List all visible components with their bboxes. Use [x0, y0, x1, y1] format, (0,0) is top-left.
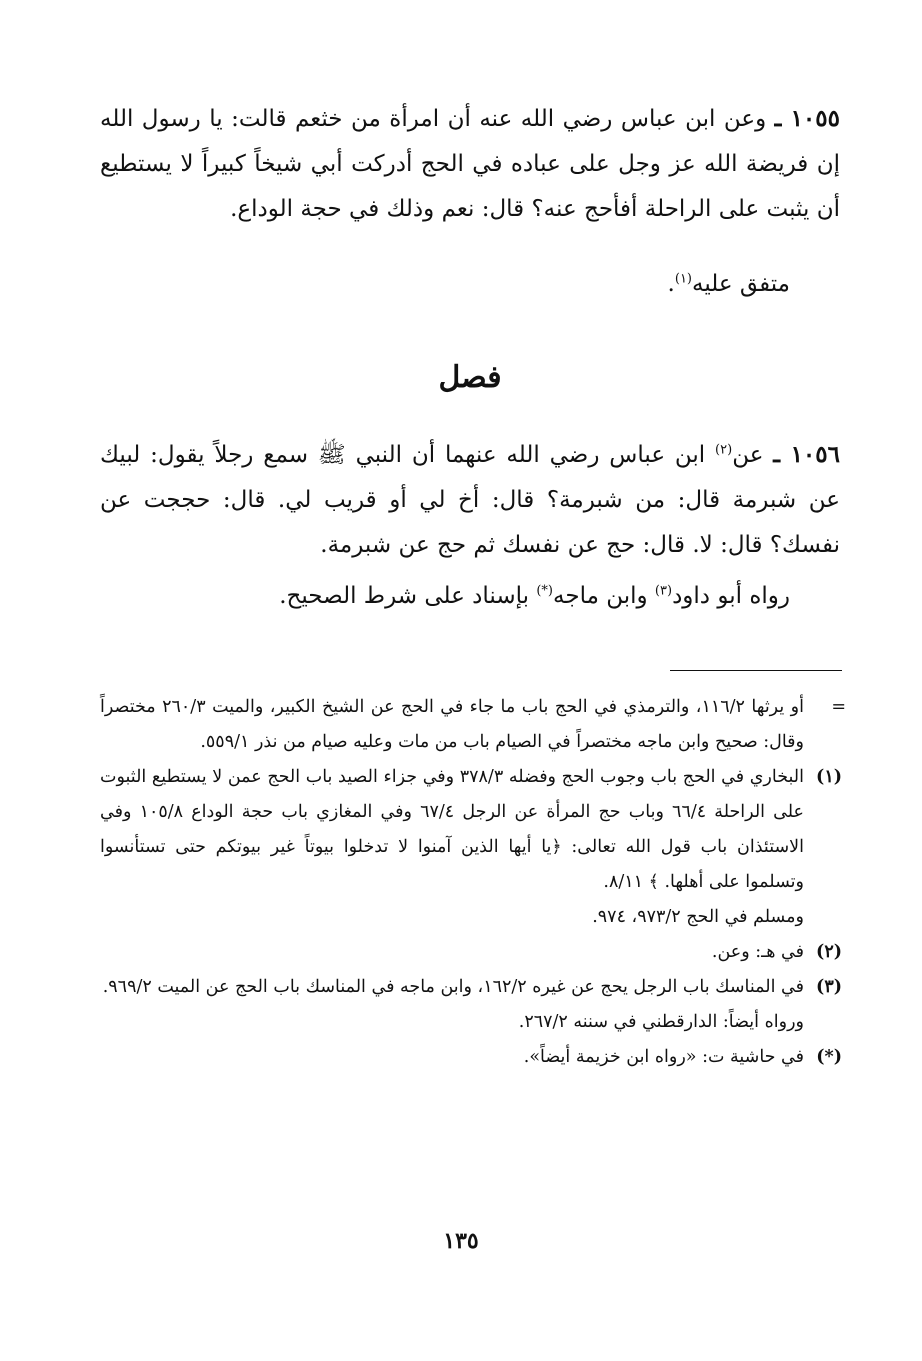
footnote-separator: [670, 670, 842, 671]
page-number: ١٣٥: [443, 1228, 479, 1254]
footnote-continuation: [100, 690, 846, 760]
attribution-text: متفق عليه: [692, 271, 790, 297]
footnote-text: البخاري في الحج باب وجوب الحج وفضله ٣٧٨/٣ وفي جزاء الصيد باب الحج عمن لا يستطيع الثبوت على الراحلة ٦٦/٤ وباب حج المرأة عن الرجل ٦٧/٤ وفي المغازي باب حجة الوداع ١٠٥/٨ وفي الاستئذان باب قول الله تعالى: ﴿يا أيها الذين آمنوا لا تدخلوا بيوتاً غير بيوتكم حتى تستأنسوا وتسلموا على أهلها. ﴾ ٨/١١.: [100, 767, 804, 892]
footnote-star: [100, 1040, 842, 1075]
footnote-2: [100, 935, 842, 970]
footnote-ref[interactable]: (*): [536, 583, 554, 599]
hadith-1055-attribution: [100, 262, 840, 307]
hadith-1056-attribution: [100, 574, 840, 619]
hadith-1055: [100, 96, 840, 307]
footnote-ref[interactable]: (٢): [715, 442, 733, 458]
footnote-text: في المناسك باب الرجل يحج عن غيره ١٦٢/٢، وابن ماجه في المناسك باب الحج عن الميت ٩٦٩/٢.: [102, 977, 804, 997]
attribution-end: .: [667, 271, 675, 297]
hadith-lead: عن: [732, 442, 764, 468]
footnote-mark: (*): [816, 1047, 842, 1067]
attribution-part: وابن ماجه: [553, 583, 655, 609]
section-title: فصل: [438, 360, 502, 395]
footnote-mark: (٢): [816, 942, 842, 962]
footnote-text: في هـ: وعن.: [711, 942, 804, 962]
hadith-number: ١٠٥٦ ـ: [773, 441, 840, 468]
footnote-mark: (١): [816, 767, 842, 787]
hadith-1056: [100, 432, 840, 619]
hadith-1056-text: [100, 432, 840, 568]
footnote-ref[interactable]: (٣): [654, 583, 673, 599]
attribution-part: بإسناد على شرط الصحيح.: [279, 583, 537, 609]
footnote-1: [100, 760, 842, 935]
footnote-text: في حاشية ت: «رواه ابن خزيمة أيضاً».: [523, 1047, 804, 1067]
footnote-3: [100, 970, 842, 1040]
hadith-body: وعن ابن عباس رضي الله عنه أن امرأة من خثعم قالت: يا رسول الله إن فريضة الله عز وجل على عباده في الحج أدركت أبي شيخاً كبيراً لا يستطيع أن يثبت على الراحلة أفأحج عنه؟ قال: نعم وذلك في حجة الوداع.: [100, 106, 840, 222]
footnote-text: أو يرثها ١١٦/٢، والترمذي في الحج باب ما جاء في الحج عن الشيخ الكبير، والميت ٢٦٠/٣ مختصراً وقال: صحيح وابن ماجه مختصراً في الصيام باب من مات وعليه صيام من نذر ٥٥٩/١.: [100, 697, 804, 752]
hadith-1055-text: [100, 96, 840, 232]
footnote-extra: ومسلم في الحج ٩٧٣/٢، ٩٧٤.: [592, 907, 804, 927]
footnote-ref[interactable]: (١): [674, 271, 692, 287]
footnote-mark: (٣): [816, 977, 842, 997]
continuation-mark: =: [831, 697, 846, 717]
attribution-part: رواه أبو داود: [672, 583, 790, 609]
hadith-number: ١٠٥٥ ـ: [774, 105, 840, 132]
footnote-extra: ورواه أيضاً: الدارقطني في سننه ٢٦٧/٢.: [518, 1012, 804, 1032]
footnotes: [100, 690, 846, 1075]
hadith-body: ابن عباس رضي الله عنهما أن النبي ﷺ سمع رجلاً يقول: لبيك عن شبرمة قال: من شبرمة؟ قال: أخ لي أو قريب لي. قال: حججت عن نفسك؟ قال: لا. قال: حج عن نفسك ثم حج عن شبرمة.: [100, 442, 840, 558]
